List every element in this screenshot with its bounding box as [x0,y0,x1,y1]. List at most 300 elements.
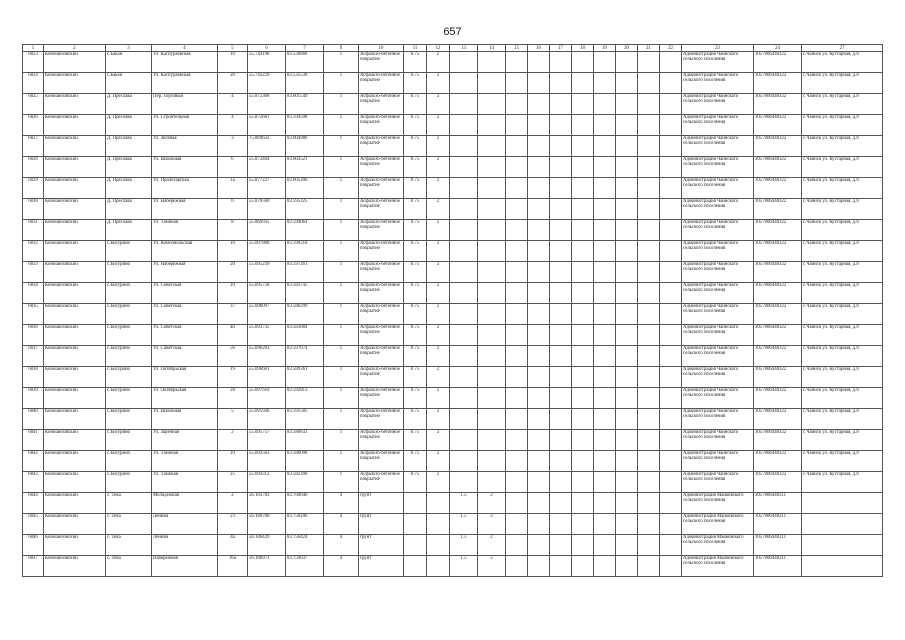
table-cell: Администрация Чаинского сельского поселения [682,346,754,367]
table-cell: 0.75 [404,388,427,409]
table-cell: Ул. Школьная [152,409,218,430]
table-cell [638,199,660,220]
table-cell [660,535,682,556]
table-cell [528,199,550,220]
table-cell [506,472,528,493]
table-cell: Коношеловский [44,451,106,472]
table-cell [638,262,660,283]
table-cell [638,136,660,157]
table-cell [616,346,638,367]
table-cell: с.Бисурино [106,241,152,262]
table-cell: Ул. Зеленая [152,136,218,157]
table-cell [528,52,550,73]
table-row [23,52,883,73]
table-cell [660,178,682,199]
table-cell: 6840 [23,409,44,430]
table-cell: Коношеловский [44,220,106,241]
table-cell [550,535,572,556]
table-cell: с. Тека [106,556,152,577]
table-cell [638,556,660,577]
table-cell: 83.760046 [286,493,324,514]
table-cell [427,556,450,577]
table-cell: с.Чаинск ул. Кустарная, д.8 [802,409,883,430]
table-cell: Коношеловский [44,346,106,367]
column-number: 13 [450,45,478,52]
table-cell: 0.75 [404,73,427,94]
table-cell: Молодежная [152,493,218,514]
table-cell: 0.75 [404,157,427,178]
table-cell: Ул. Каспураевская [152,73,218,94]
table-cell: 1057006448311 [754,514,802,535]
table-cell: 6847 [23,556,44,577]
table-cell [506,136,528,157]
table-cell [638,472,660,493]
table-cell: 1057006448322 [754,73,802,94]
table-cell: 10 [218,52,248,73]
table-cell: 1057006448322 [754,94,802,115]
table-cell [572,157,594,178]
table-cell: 83.594598 [286,115,324,136]
table-cell [478,52,506,73]
table-cell [478,178,506,199]
table-cell [594,430,616,451]
table-cell: 75.869632 [248,136,286,157]
table-cell: Коношеловский [44,199,106,220]
column-number: 18 [572,45,594,52]
table-cell [572,346,594,367]
table-cell [616,115,638,136]
column-number: 7 [286,45,324,52]
table-cell [572,115,594,136]
table-cell: Коношеловский [44,430,106,451]
table-cell: 1057006448322 [754,451,802,472]
table-cell [550,220,572,241]
table-cell: 4 [324,535,359,556]
table-row [23,388,883,409]
table-cell: Д. Преслава [106,115,152,136]
table-cell [660,325,682,346]
table-cell [528,535,550,556]
table-cell [404,493,427,514]
column-number: 11 [404,45,427,52]
table-cell [660,94,682,115]
table-cell: с.Бисурино [106,325,152,346]
table-cell: 1057006448311 [754,556,802,577]
table-cell: с. Тека [106,535,152,556]
table-cell [572,451,594,472]
table-row [23,556,883,577]
table-cell [616,493,638,514]
table-cell: Асфальто-бетонное покрытие [359,409,404,430]
table-cell [802,514,883,535]
table-cell: с.Чаинск ул. Кустарная, д.8 [802,178,883,199]
table-cell [550,388,572,409]
table-cell: 83.592813 [286,388,324,409]
table-cell [506,262,528,283]
table-cell [572,220,594,241]
table-cell: 2 [427,115,450,136]
table-cell: 0.75 [404,283,427,304]
table-row [23,220,883,241]
table-cell [506,451,528,472]
table-cell: 83.539868 [286,52,324,73]
table-cell: Коношеловский [44,241,106,262]
table-cell [572,367,594,388]
table-cell: 55.095936 [248,409,286,430]
table-cell [478,451,506,472]
table-cell: 1 [324,262,359,283]
table-cell [594,304,616,325]
table-cell [450,115,478,136]
table-cell [660,493,682,514]
table-cell: 55.095757 [248,430,286,451]
table-cell: Администрация Чаинского сельского поселения [682,388,754,409]
table-cell [450,430,478,451]
table-cell: с.Чаинск ул. Кустарная, д.8 [802,262,883,283]
table-cell: 1 [324,346,359,367]
table-cell [638,115,660,136]
table-cell: 4 [324,514,359,535]
table-cell: 2 [478,556,506,577]
table-cell: 6829 [23,178,44,199]
table-cell: 2 [478,493,506,514]
table-cell: 55.872368 [248,94,286,115]
table-cell: 83.759037 [286,556,324,577]
table-cell [404,535,427,556]
table-cell: Ул. Советская [152,304,218,325]
table-cell [660,136,682,157]
table-cell: 1 [324,283,359,304]
table-cell: с.Чаинск ул. Кустарная, д.8 [802,94,883,115]
table-cell [660,430,682,451]
table-row [23,115,883,136]
table-cell [594,388,616,409]
table-cell: 55.742229 [248,73,286,94]
page-number: 657 [443,26,462,38]
table-cell [550,283,572,304]
table-cell: с.Чаинск ул. Кустарная, д.8 [802,241,883,262]
table-cell [550,199,572,220]
table-cell: Асфальто-бетонное покрытие [359,346,404,367]
table-cell [616,199,638,220]
table-cell: 1057006448322 [754,136,802,157]
table-cell: Коношеловский [44,178,106,199]
table-cell [550,262,572,283]
table-cell: с.Бисурино [106,346,152,367]
table-row [23,262,883,283]
table-cell: 2 [427,388,450,409]
table-cell: Администрация Чаинского сельского поселения [682,262,754,283]
table-cell [506,388,528,409]
table-cell [594,367,616,388]
table-cell: 1.5 [450,535,478,556]
table-cell [506,535,528,556]
table-cell [594,514,616,535]
table-cell [528,304,550,325]
table-cell: Асфальто-бетонное покрытие [359,241,404,262]
table-cell [478,157,506,178]
table-cell [616,325,638,346]
table-cell: 55.094312 [248,472,286,493]
table-cell: Администрация Чаинского сельского поселения [682,73,754,94]
table-cell [550,451,572,472]
table-cell: 55.869935 [248,220,286,241]
table-cell [660,157,682,178]
table-cell [638,346,660,367]
table-cell [572,94,594,115]
table-cell: 1057006448322 [754,367,802,388]
table-cell [594,472,616,493]
table-cell: с.Чаинск ул. Кустарная, д.8 [802,220,883,241]
table-cell: 25 [218,472,248,493]
table-cell [572,325,594,346]
table-cell [450,52,478,73]
table-cell: 0.75 [404,304,427,325]
table-cell [550,472,572,493]
table-cell: Коношеловский [44,52,106,73]
table-cell: грунт [359,493,404,514]
table-cell [450,94,478,115]
table-row [23,199,883,220]
table-cell: с.Чаинск ул. Кустарная, д.8 [802,136,883,157]
table-cell: Асфальто-бетонное покрытие [359,73,404,94]
table-cell [660,556,682,577]
table-cell [506,52,528,73]
table-cell [550,409,572,430]
table-cell: 5 [218,409,248,430]
table-cell [478,220,506,241]
table-cell: Ул. Пролетарская [152,178,218,199]
table-cell [506,115,528,136]
table-cell: с.Чаинск ул. Кустарная, д.8 [802,346,883,367]
table-cell [572,283,594,304]
table-cell: 55.095239 [248,262,286,283]
table-cell [616,535,638,556]
table-cell: 20 [218,262,248,283]
table-cell: Администрация Маиковского сельского поселения [682,556,754,577]
table-cell [616,73,638,94]
table-cell: 6841 [23,430,44,451]
table-cell [616,157,638,178]
table-cell: 4а [218,535,248,556]
table-cell [660,220,682,241]
table-cell: 6831 [23,220,44,241]
table-cell [528,241,550,262]
table-cell: 28 [218,388,248,409]
table-cell: 0.75 [404,367,427,388]
table-cell: 56.180708 [248,514,286,535]
table-cell: Ул. Школьная [152,157,218,178]
table-cell: Коношеловский [44,472,106,493]
table-cell: грунт [359,535,404,556]
table-cell [660,73,682,94]
table-cell: с.Бисурино [106,409,152,430]
table-cell [478,241,506,262]
table-cell: 2 [427,241,450,262]
table-cell: 1057006448322 [754,241,802,262]
table-cell: Администрация Чаинского сельского поселения [682,241,754,262]
table-cell [478,388,506,409]
table-cell: 1057006448322 [754,262,802,283]
table-cell [594,535,616,556]
table-cell: 2 [427,262,450,283]
table-cell: 6828 [23,157,44,178]
table-cell [427,493,450,514]
table-cell: Администрация Чаинского сельского поселения [682,178,754,199]
table-cell [594,73,616,94]
table-cell [427,535,450,556]
table-cell: Асфальто-бетонное покрытие [359,451,404,472]
column-number: 20 [616,45,638,52]
table-cell: с.Чаинск ул. Кустарная, д.8 [802,283,883,304]
table-cell: 55.097808 [248,241,286,262]
table-cell: Администрация Чаинского сельского поселения [682,136,754,157]
table-cell [528,262,550,283]
table-cell: 2 [478,535,506,556]
table-cell: 1.5 [450,556,478,577]
table-cell [638,94,660,115]
table-cell [550,514,572,535]
table-cell: Ул. Таежная [152,451,218,472]
table-cell [638,409,660,430]
table-cell [450,262,478,283]
table-cell: 1 [324,304,359,325]
table-cell: с.Бисурино [106,430,152,451]
table-cell: 83.586098 [286,451,324,472]
column-number: 22 [660,45,682,52]
table-cell: с.Чаинск ул. Кустарная, д.8 [802,451,883,472]
table-cell: 83.591585 [286,409,324,430]
table-cell [638,304,660,325]
table-cell [478,199,506,220]
table-cell [616,220,638,241]
table-cell: 83.601549 [286,94,324,115]
table-cell: 83.756424 [286,535,324,556]
table-cell: 1057006448322 [754,304,802,325]
table-row [23,94,883,115]
table-cell: Набережная [152,556,218,577]
table-cell [660,52,682,73]
table-cell: 1057006448322 [754,472,802,493]
table-cell [616,430,638,451]
table-cell [660,514,682,535]
table-cell: Асфальто-бетонное покрытие [359,136,404,157]
table-cell [594,115,616,136]
table-cell: 1 [324,115,359,136]
table-cell [528,94,550,115]
table-cell: Ул. Таежная [152,472,218,493]
table-cell [594,157,616,178]
table-cell: 6825 [23,94,44,115]
table-cell: 1057006448311 [754,493,802,514]
table-cell [638,493,660,514]
table-cell [506,409,528,430]
column-number: 16 [528,45,550,52]
table-cell: Коношеловский [44,409,106,430]
table-cell: с.Бакай [106,52,152,73]
table-cell: Асфальто-бетонное покрытие [359,283,404,304]
table-cell [638,178,660,199]
table-cell: 1 [324,199,359,220]
table-cell: 23 [218,514,248,535]
table-cell [572,514,594,535]
table-cell [528,556,550,577]
table-cell [550,52,572,73]
table-cell: Ул. Комсомольская [152,241,218,262]
column-number: 1 [23,45,44,52]
table-cell: 1057006448322 [754,430,802,451]
column-number: 14 [478,45,506,52]
table-cell: Ул. Набережная [152,199,218,220]
table-cell [550,493,572,514]
table-cell [594,52,616,73]
table-cell: Д. Преслава [106,157,152,178]
table-cell [572,409,594,430]
table-cell [616,367,638,388]
column-number: 6 [248,45,286,52]
table-cell [638,514,660,535]
table-cell [506,514,528,535]
table-cell [638,73,660,94]
table-cell [660,451,682,472]
table-cell [660,472,682,493]
table-cell [506,199,528,220]
table-cell [404,556,427,577]
table-cell: 0.75 [404,241,427,262]
table-cell [572,52,594,73]
table-cell [450,472,478,493]
table-cell [478,262,506,283]
table-cell: 55.096203 [248,346,286,367]
table-cell [528,157,550,178]
table-cell: 56 [218,346,248,367]
table-row [23,493,883,514]
table-cell [450,220,478,241]
table-cell: 6833 [23,262,44,283]
table-cell: Администрация Чаинского сельского поселения [682,367,754,388]
table-cell [550,346,572,367]
table-cell: 2 [427,367,450,388]
table-cell: 2 [427,409,450,430]
table-cell [528,430,550,451]
table-cell: 1 [324,241,359,262]
table-cell: Коношеловский [44,283,106,304]
table-cell: Асфальто-бетонное покрытие [359,178,404,199]
table-cell: 0.75 [404,262,427,283]
table-cell: с. Тека [106,493,152,514]
table-cell: Д. Преслава [106,178,152,199]
table-cell: Администрация Чаинского сельского поселения [682,94,754,115]
table-cell: 37 [218,304,248,325]
table-cell: 2 [427,325,450,346]
table-cell [594,493,616,514]
table-cell: 2 [218,493,248,514]
table-cell: 1057006448322 [754,178,802,199]
table-cell [506,220,528,241]
table-cell [506,304,528,325]
table-cell: Ул. Октябрьская [152,388,218,409]
table-cell: Асфальто-бетонное покрытие [359,199,404,220]
table-cell: Коношеловский [44,94,106,115]
table-cell: 1.5 [450,514,478,535]
table-cell: 6845 [23,514,44,535]
table-cell [506,73,528,94]
table-cell: Администрация Чаинского сельского поселения [682,52,754,73]
table-cell [528,451,550,472]
table-cell: 56.180973 [248,556,286,577]
table-cell: Ул. Заречная [152,430,218,451]
table-cell: 0.75 [404,325,427,346]
